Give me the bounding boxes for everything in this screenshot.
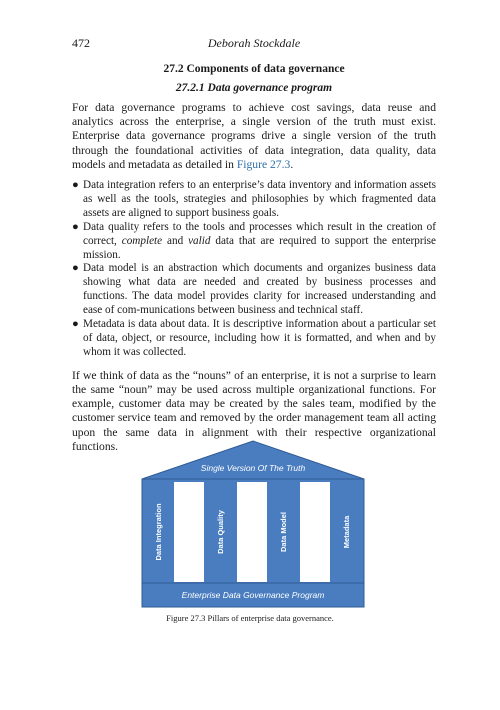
white-column xyxy=(174,482,204,582)
page-number: 472 xyxy=(72,36,90,50)
bullet-emphasis: valid xyxy=(188,234,211,247)
page xyxy=(72,36,436,454)
white-column xyxy=(237,482,267,582)
nouns-paragraph: If we think of data as the “nouns” of an enterprise, it is not a surprise to learn the same “noun” may be used across multiple organizational functions. For example, customer data may be created by the sales team, modified by the customer service team and removed by the order management team all acting upon the same data in alignment with their respective organizational functions. xyxy=(72,368,436,453)
list-item xyxy=(72,262,436,318)
roof-label: Single Version Of The Truth xyxy=(200,463,306,473)
list-item xyxy=(72,318,436,360)
bullet-emphasis: complete xyxy=(121,234,163,247)
running-head xyxy=(72,36,436,52)
list-item xyxy=(72,179,436,221)
running-head-author: Deborah Stockdale xyxy=(207,36,301,50)
figure-pillars-diagram xyxy=(141,440,365,608)
intro-end: . xyxy=(290,157,294,171)
base-label: Enterprise Data Governance Program xyxy=(181,590,325,600)
bullet-list xyxy=(72,179,436,360)
bullet-icon: ● xyxy=(72,262,79,275)
bullet-icon: ● xyxy=(72,179,79,192)
bullet-text: Metadata is data about data. It is descriptive information about a particular set of data, object, or resource, including how it is formatted, and when and by whom it was collected. xyxy=(83,318,436,358)
list-item xyxy=(72,221,436,263)
subsection-heading: 27.2.1 Data governance program xyxy=(175,82,333,94)
section-heading: 27.2 Components of data governance xyxy=(163,63,345,75)
intro-text: For data governance programs to achieve cost savings, data reuse and analytics across the enterprise, a single version of the truth must exist. Enterprise data governance programs drive a single version of the truth through the foundational activities of data integration, data quality, data models and metadata as detailed in xyxy=(72,101,436,171)
pillar-label-data-quality: Data Quality xyxy=(216,510,225,554)
pillar-label-data-integration: Data Integration xyxy=(154,503,163,561)
bullet-text: Data model is an abstraction which documents and organizes business data showing what data are needed and created by business processes and functions. The data model provides clarity for increased understanding and ease of com-munications between business and technical staff. xyxy=(83,262,436,317)
bullet-icon: ● xyxy=(72,318,79,331)
bullet-text: Data integration refers to an enterprise’s data inventory and information assets as well as the tools, strategies and philosophies by which fragmented data assets are aligned to support business goals. xyxy=(83,179,436,219)
bullet-text: and xyxy=(162,234,189,247)
diagram-roof xyxy=(142,441,364,479)
bullet-text: data that are required to support the enterprise mission. xyxy=(83,234,437,261)
bullet-icon: ● xyxy=(72,220,79,233)
pillar-label-metadata: Metadata xyxy=(342,515,351,549)
pillar-label-data-model: Data Model xyxy=(279,511,288,553)
pillars-diagram-svg xyxy=(141,440,365,608)
figure-reference-link[interactable]: Figure 27.3 xyxy=(236,157,291,171)
figure-caption: Figure 27.3 Pillars of enterprise data governance. xyxy=(166,613,334,623)
white-column xyxy=(300,482,330,582)
intro-paragraph xyxy=(72,101,436,172)
bullet-text: Data quality refers to the tools and processes which result in the creation of correct, xyxy=(83,220,436,247)
